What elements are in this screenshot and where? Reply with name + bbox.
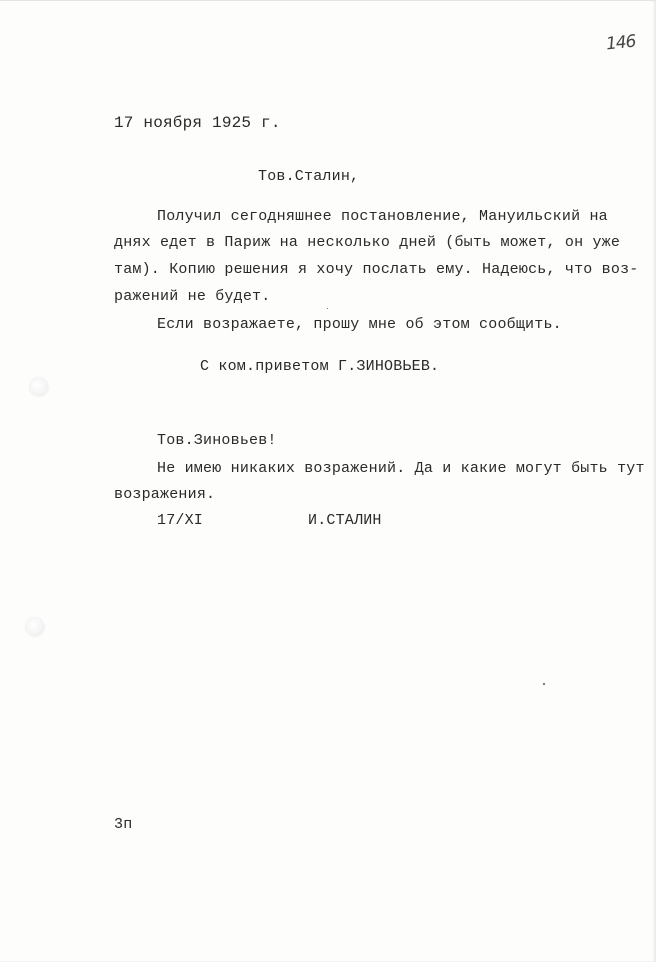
ink-speck — [543, 683, 545, 685]
letter-closing: С ком.приветом Г.ЗИНОВЬЕВ. — [200, 358, 440, 375]
letter-date: 17 ноября 1925 г. — [114, 114, 281, 132]
letter-body-line: там). Копию решения я хочу послать ему. Надеюсь, что воз- — [114, 261, 639, 278]
letter-salutation: Тов.Сталин, — [258, 168, 360, 185]
letter-body-line: днях едет в Париж на несколько дней (быть может, он уже — [114, 234, 621, 251]
reply-body-line: Не имею никаких возражений. Да и какие могут быть тут — [157, 460, 645, 477]
punch-hole — [26, 618, 44, 636]
letter-body-line: Если возражаете, прошу мне об этом сообщить. — [157, 316, 562, 333]
reply-salutation: Тов.Зиновьев! — [157, 432, 277, 449]
letter-body-line: Получил сегодняшнее постановление, Мануильский на — [157, 208, 608, 225]
ink-speck — [327, 308, 328, 309]
punch-hole — [30, 378, 48, 396]
letter-body-line: ражений не будет. — [114, 288, 271, 305]
reply-signature: И.СТАЛИН — [308, 512, 382, 529]
reply-date: 17/XI — [157, 512, 204, 529]
footer-mark: 3п — [114, 816, 133, 833]
reply-body-line: возражения. — [114, 486, 216, 503]
archive-number: 146 — [605, 31, 637, 55]
